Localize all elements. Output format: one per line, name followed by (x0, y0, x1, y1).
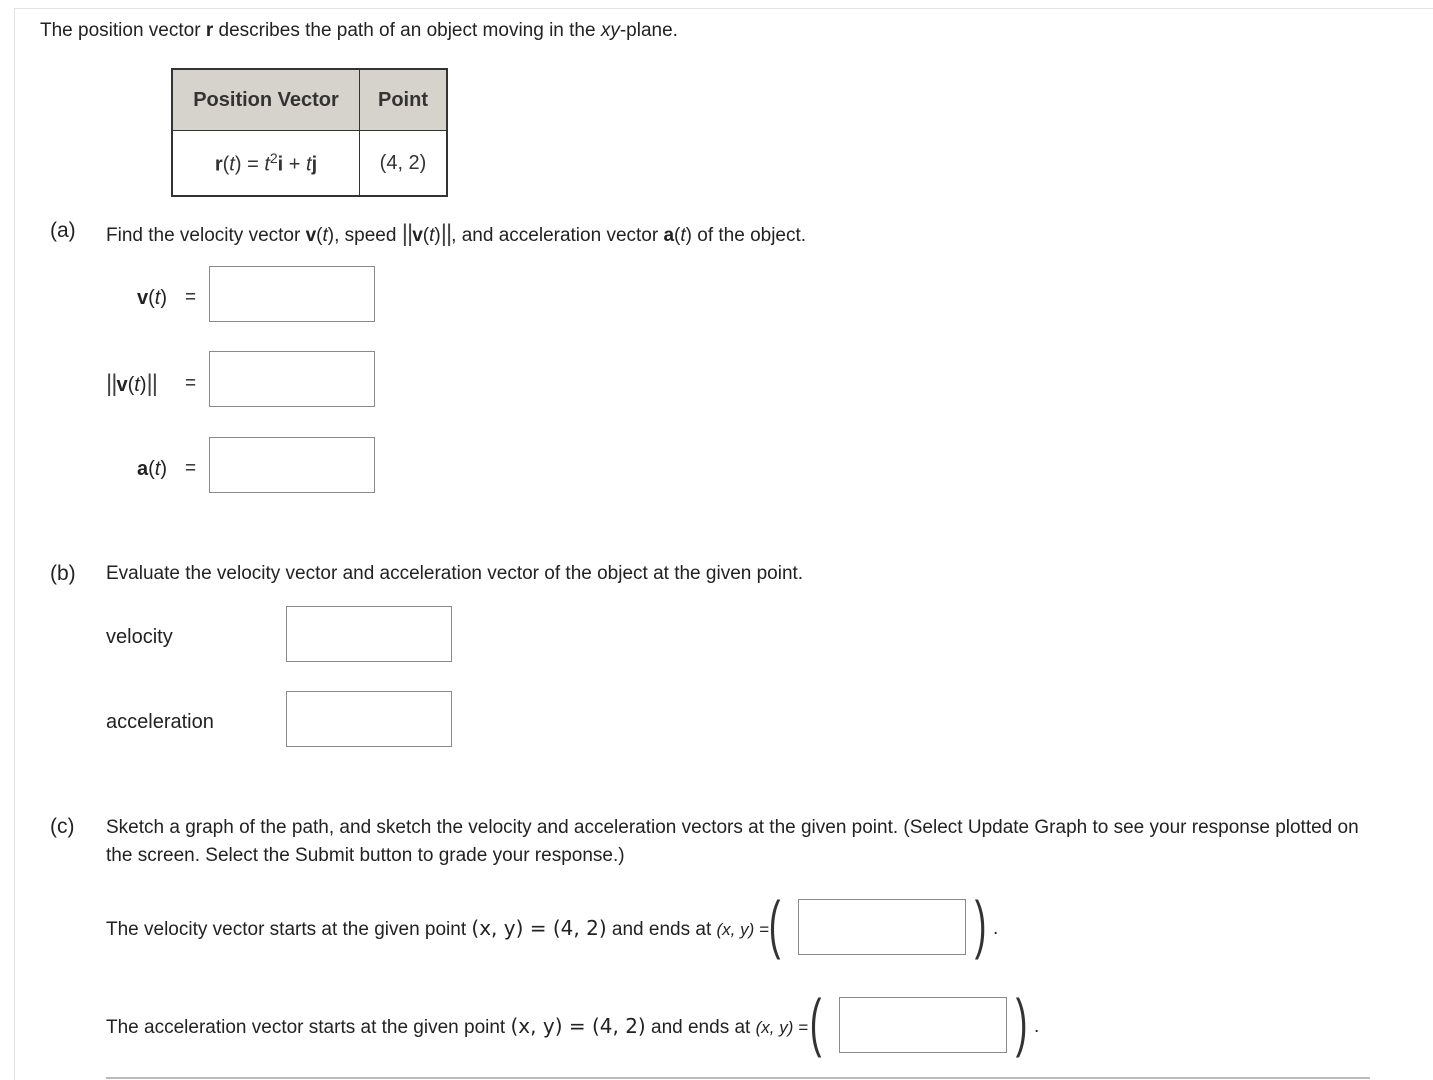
speed-function-label: ||v(t)|| (106, 370, 157, 397)
part-c-question-line1: Sketch a graph of the path, and sketch the velocity and acceleration vectors at the given point. (Select Update Graph to see your response plotted on (106, 817, 1359, 838)
velocity-at-point-input[interactable] (286, 606, 452, 662)
velocity-function-label: v(t) (137, 287, 168, 309)
position-vector-table (171, 68, 448, 197)
left-paren: ( (768, 888, 781, 960)
table-header-point: Point (360, 69, 448, 131)
part-c-question-line2: the screen. Select the Submit button to grade your response.) (106, 845, 625, 866)
position-vector-cell: $r(t) = t^2i$ + tj (172, 131, 360, 197)
velocity-vector-sentence: The velocity vector starts at the given point (x, y) = (4, 2) and ends at (x, y) = (106, 916, 769, 940)
speed-function-input[interactable] (209, 351, 375, 407)
velocity-label: velocity (106, 626, 173, 648)
equals-sign: = (185, 287, 197, 308)
bottom-divider (106, 1077, 1370, 1079)
point-cell: (4, 2) (360, 131, 448, 197)
table-header-position-vector: Position Vector (172, 69, 360, 131)
right-paren: ) (1015, 986, 1028, 1058)
left-paren: ( (809, 986, 822, 1058)
equals-sign: = (185, 458, 197, 479)
part-a-label: (a) (50, 219, 76, 242)
right-paren: ) (974, 888, 987, 960)
acceleration-at-point-input[interactable] (286, 691, 452, 747)
part-b-label: (b) (50, 562, 76, 585)
acceleration-function-label: a(t) (137, 458, 168, 480)
period: . (1034, 1016, 1040, 1037)
velocity-function-input[interactable] (209, 266, 375, 322)
acceleration-vector-sentence: The acceleration vector starts at the given point (x, y) = (4, 2) and ends at (x, y) = (106, 1014, 809, 1038)
part-a-question: Find the velocity vector v(t), speed ||v(t)||, and acceleration vector a(t) of the object. (106, 220, 807, 247)
acceleration-endpoint-input[interactable] (839, 997, 1007, 1053)
acceleration-function-input[interactable] (209, 437, 375, 493)
left-border (14, 8, 15, 1080)
acceleration-label: acceleration (106, 711, 214, 733)
part-b-question: Evaluate the velocity vector and acceleration vector of the object at the given point. (106, 563, 804, 584)
period: . (993, 918, 999, 939)
velocity-endpoint-input[interactable] (798, 899, 966, 955)
equals-sign: = (185, 373, 197, 394)
part-c-label: (c) (50, 815, 75, 838)
problem-intro: The position vector r describes the path of an object moving in the xy-plane. (40, 20, 678, 41)
top-border (14, 8, 1433, 9)
